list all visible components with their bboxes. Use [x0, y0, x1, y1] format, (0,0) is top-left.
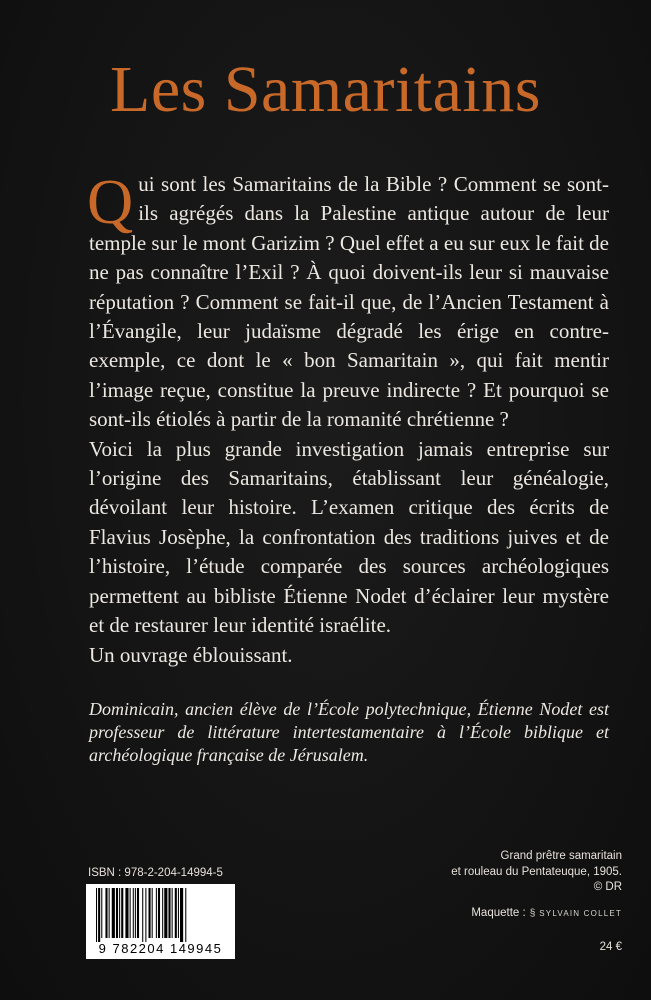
barcode-bar	[168, 888, 170, 938]
barcode-bar	[125, 888, 128, 938]
barcode-bar	[162, 888, 163, 938]
caption-line-2: et rouleau du Pentateuque, 1905.	[451, 865, 622, 878]
barcode-bar	[116, 888, 118, 938]
barcode-bar	[145, 888, 146, 942]
barcode-bar	[119, 888, 120, 938]
blurb-paragraph-3: Un ouvrage éblouissant.	[89, 642, 293, 667]
barcode-bar	[149, 888, 151, 938]
barcode-bar	[180, 888, 183, 942]
barcode-bar	[156, 888, 157, 938]
blurb	[87, 166, 609, 670]
blurb-paragraph-1-text: ui sont les Samaritains de la Bible ? Comment se sont-ils agrégés dans la Palestine antique autour de leur temple sur le mont Garizim ? Quel effet a eu sur eux le fait de ne pas connaître l’Exil ? À quoi doivent-ils leur si mauvaise réputation ? Comment se fait-il que, de l’Ancien Testament à l’Évangile, leur judaïsme dégradé les érige en contre-exemple, ce dont le « bon Samaritain », qui fait mentir l’image reçue, constitue la preuve indirecte ? Et pourquoi se sont-ils étiolés à partir de la romanité chrétienne ?	[89, 172, 609, 432]
barcode-digits: 9 782204 149945	[98, 941, 223, 956]
barcode-bar	[175, 888, 177, 938]
barcode-bar	[112, 888, 115, 938]
barcode-bar	[101, 888, 102, 938]
barcode-bar	[178, 888, 179, 938]
barcode-bar	[130, 888, 131, 938]
photo-caption	[382, 849, 622, 896]
barcode-bar	[158, 888, 160, 938]
caption-line-3: © DR	[593, 881, 622, 893]
barcode-bar	[185, 888, 186, 942]
sylvain-collet-logo-icon: §	[529, 907, 536, 919]
maquette-brand: SYLVAIN COLLET	[539, 908, 622, 918]
barcode-bar	[121, 888, 123, 938]
caption-line-1: Grand prêtre samaritain	[500, 850, 622, 862]
drop-cap: Q	[87, 166, 134, 237]
barcode-bar	[164, 888, 167, 938]
barcode-bar	[142, 888, 143, 942]
maquette-credit	[471, 907, 622, 919]
price: 24 €	[599, 941, 622, 953]
author-bio: Dominicain, ancien élève de l’École polytechnique, Étienne Nodet est professeur de littérature intertestamentaire à l’École biblique et archéologique française de Jérusalem.	[89, 699, 609, 765]
barcode-bars	[86, 884, 235, 942]
barcode-bar	[96, 888, 97, 942]
barcode-bar	[109, 888, 110, 938]
blurb-paragraph-2: Voici la plus grande investigation jamais entreprise sur l’origine des Samaritains, établissant leur généalogie, dévoilant leur histoire. L’examen critique des écrits de Flavius Josèphe, la confrontation des traditions juives et de l’histoire, l’étude comparée des sources archéologiques permettent au bibliste Étienne Nodet d’éclairer leur mystère et de restaurer leur identité israélite.	[89, 436, 609, 638]
barcode-bar	[137, 888, 139, 938]
barcode-bar	[135, 888, 136, 938]
barcode-bar	[98, 888, 100, 942]
barcode-bar	[152, 888, 153, 938]
blurb-paragraph-1	[87, 166, 609, 435]
barcode-bar	[133, 888, 134, 938]
maquette-label: Maquette :	[471, 907, 526, 919]
isbn: ISBN : 978-2-204-14994-5	[88, 867, 223, 879]
barcode-bar	[172, 888, 173, 938]
barcode	[86, 884, 235, 959]
book-title: Les Samaritains	[110, 53, 541, 126]
barcode-bar	[105, 888, 107, 938]
